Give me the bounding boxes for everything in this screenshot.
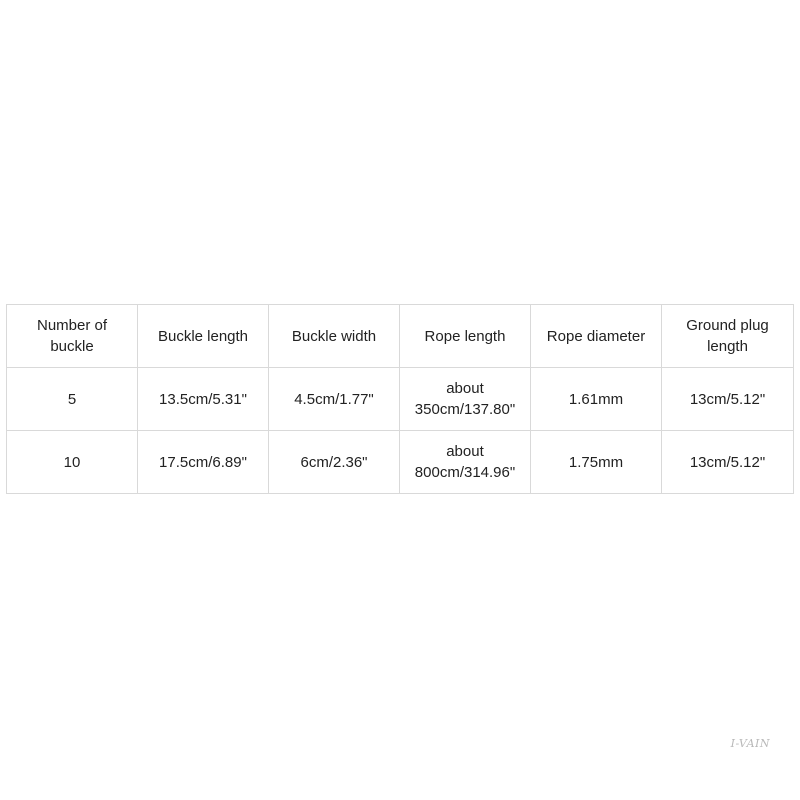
header-buckle-length: Buckle length [138,305,269,368]
cell-ground-plug-length: 13cm/5.12" [662,368,794,431]
header-number-of-buckle: Number of buckle [7,305,138,368]
cell-buckle-length: 13.5cm/5.31" [138,368,269,431]
cell-buckle-length: 17.5cm/6.89" [138,431,269,494]
cell-rope-length: about 800cm/314.96" [400,431,531,494]
cell-number-of-buckle: 5 [7,368,138,431]
cell-ground-plug-length: 13cm/5.12" [662,431,794,494]
cell-buckle-width: 4.5cm/1.77" [269,368,400,431]
header-ground-plug-length: Ground plug length [662,305,794,368]
cell-rope-diameter: 1.75mm [531,431,662,494]
cell-buckle-width: 6cm/2.36" [269,431,400,494]
table-row [7,368,794,431]
cell-number-of-buckle: 10 [7,431,138,494]
table-row [7,431,794,494]
watermark-text: I-VAIN [730,737,770,750]
header-buckle-width: Buckle width [269,305,400,368]
table-header-row [7,305,794,368]
cell-rope-diameter: 1.61mm [531,368,662,431]
header-rope-diameter: Rope diameter [531,305,662,368]
spec-table [6,304,794,494]
header-rope-length: Rope length [400,305,531,368]
cell-rope-length: about 350cm/137.80" [400,368,531,431]
